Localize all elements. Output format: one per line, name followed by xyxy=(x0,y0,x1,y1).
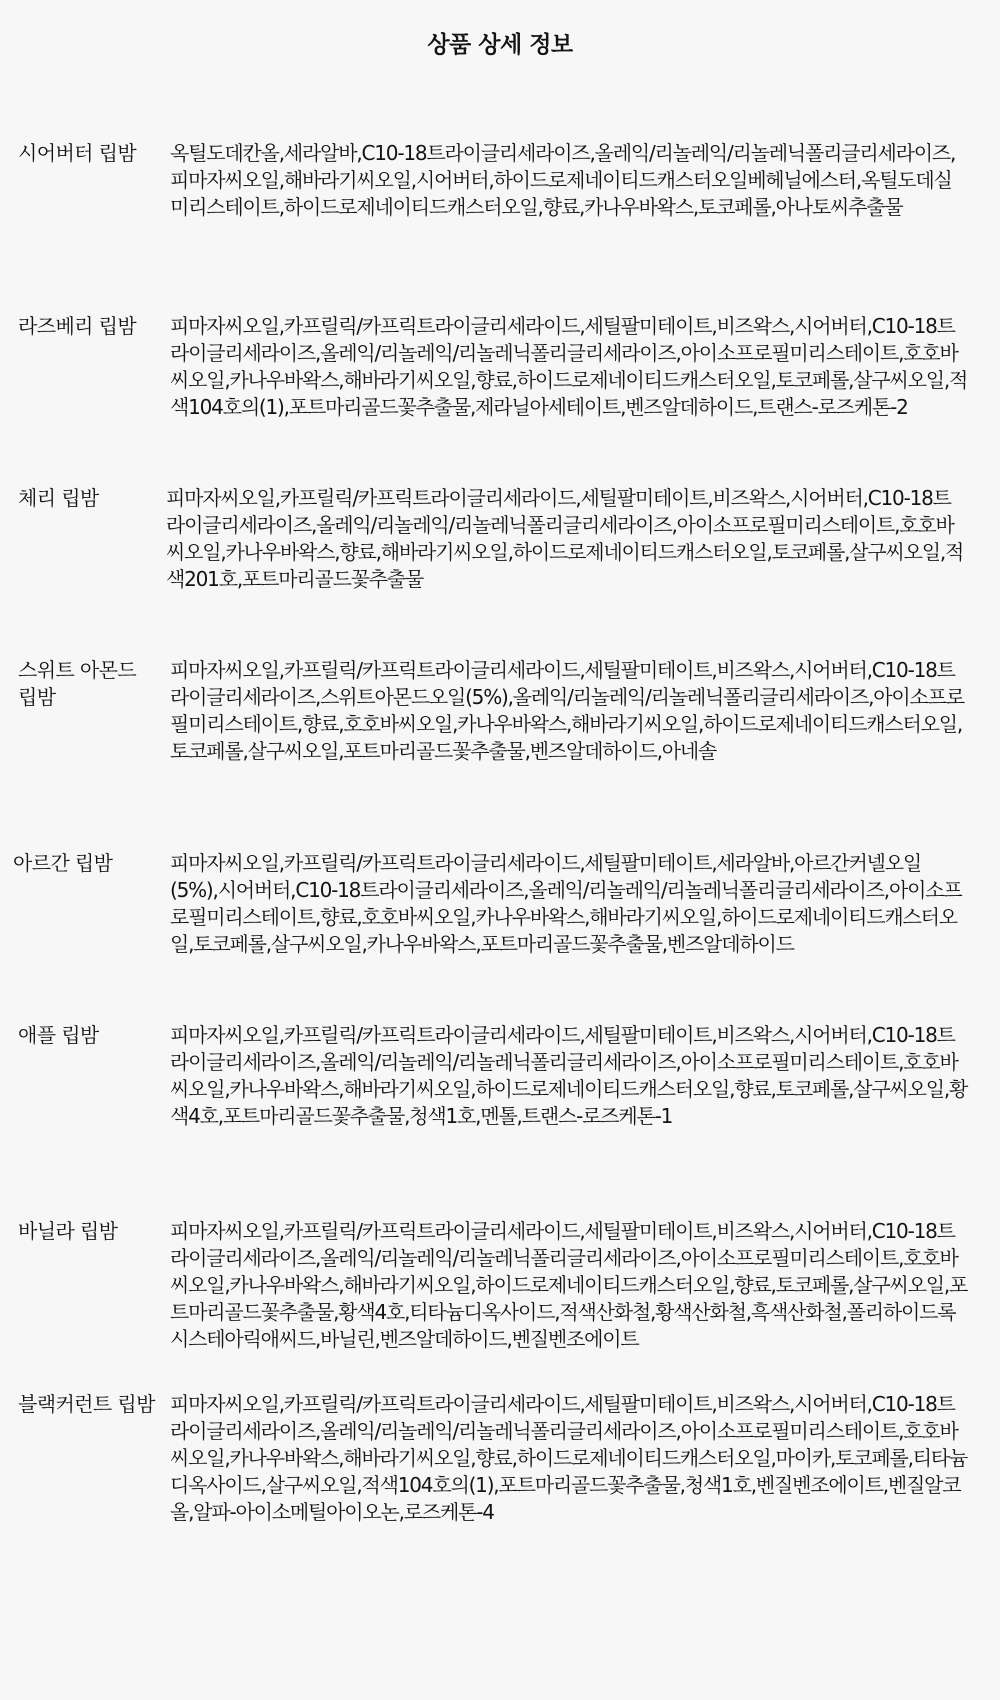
product-name: 라즈베리 립밤 xyxy=(18,314,137,338)
product-name: 아르간 립밤 xyxy=(13,851,113,875)
product-ingredients: 피마자씨오일,카프릴릭/카프릭트라이글리세라이드,세틸팔미테이트,비즈왁스,시어버터,C10-18트라이글리세라이즈,올레익/리놀레익/리놀레닉폴리글리세라이즈,아이소프로필미리스테이트,호호바씨오일,카나우바왁스,해바라기씨오일,향료,하이드로제네이티드캐스터오일,토코페롤,살구씨오일,적색104호의(1),포트마리골드꽃추출물,제라닐아세테이트,벤즈알데하이드,트랜스-로즈케톤-2 xyxy=(170,314,968,419)
product-ingredients: 피마자씨오일,카프릴릭/카프릭트라이글리세라이드,세틸팔미테이트,비즈왁스,시어버터,C10-18트라이글리세라이즈,올레익/리놀레익/리놀레닉폴리글리세라이즈,아이소프로필미리스테이트,호호바씨오일,카나우바왁스,해바라기씨오일,하이드로제네이티드캐스터오일,향료,토코페롤,살구씨오일,포트마리골드꽃추출물,황색4호,티타늄디옥사이드,적색산화철,황색산화철,흑색산화철,폴리하이드록시스테아릭애씨드,바닐린,벤즈알데하이드,벤질벤조에이트 xyxy=(170,1219,968,1351)
product-ingredients: 피마자씨오일,카프릴릭/카프릭트라이글리세라이드,세틸팔미테이트,비즈왁스,시어버터,C10-18트라이글리세라이즈,스위트아몬드오일(5%),올레익/리놀레익/리놀레닉폴리글리세라이즈,아이소프로필미리스테이트,향료,호호바씨오일,카나우바왁스,해바라기씨오일,하이드로제네이티드캐스터오일,토코페롤,살구씨오일,포트마리골드꽃추출물,벤즈알데하이드,아네솔 xyxy=(170,658,964,763)
product-name: 스위트 아몬드 립밤 xyxy=(18,658,137,709)
product-name: 애플 립밤 xyxy=(18,1023,99,1047)
product-name: 시어버터 립밤 xyxy=(18,141,137,165)
product-name: 체리 립밤 xyxy=(18,486,99,510)
product-ingredients: 피마자씨오일,카프릴릭/카프릭트라이글리세라이드,세틸팔미테이트,세라알바,아르간커넬오일(5%),시어버터,C10-18트라이글리세라이즈,올레익/리놀레익/리놀레닉폴리글리세라이즈,아이소프로필미리스테이트,향료,호호바씨오일,카나우바왁스,해바라기씨오일,하이드로제네이티드캐스터오일,토코페롤,살구씨오일,카나우바왁스,포트마리골드꽃추출물,벤즈알데하이드 xyxy=(170,851,962,956)
product-ingredients: 피마자씨오일,카프릴릭/카프릭트라이글리세라이드,세틸팔미테이트,비즈왁스,시어버터,C10-18트라이글리세라이즈,올레익/리놀레익/리놀레닉폴리글리세라이즈,아이소프로필미리스테이트,호호바씨오일,카나우바왁스,해바라기씨오일,향료,하이드로제네이티드캐스터오일,마이카,토코페롤,티타늄디옥사이드,살구씨오일,적색104호의(1),포트마리골드꽃추출물,청색1호,벤질벤조에이트,벤질알코올,알파-아이소메틸아이오논,로즈케톤-4 xyxy=(170,1392,968,1524)
product-ingredients: 피마자씨오일,카프릴릭/카프릭트라이글리세라이드,세틸팔미테이트,비즈왁스,시어버터,C10-18트라이글리세라이즈,올레익/리놀레익/리놀레닉폴리글리세라이즈,아이소프로필미리스테이트,호호바씨오일,카나우바왁스,향료,해바라기씨오일,하이드로제네이티드캐스터오일,토코페롤,살구씨오일,적색201호,포트마리골드꽃추출물 xyxy=(166,486,964,591)
product-name: 블랙커런트 립밤 xyxy=(18,1392,155,1416)
product-ingredients: 옥틸도데칸올,세라알바,C10-18트라이글리세라이즈,올레익/리놀레익/리놀레닉폴리글리세라이즈,피마자씨오일,해바라기씨오일,시어버터,하이드로제네이티드캐스터오일베헤닐에스터,옥틸도데실미리스테이트,하이드로제네이티드캐스터오일,향료,카나우바왁스,토코페롤,아나토씨추출물 xyxy=(170,141,956,219)
page-title: 상품 상세 정보 xyxy=(427,32,573,58)
product-ingredients: 피마자씨오일,카프릴릭/카프릭트라이글리세라이드,세틸팔미테이트,비즈왁스,시어버터,C10-18트라이글리세라이즈,올레익/리놀레익/리놀레닉폴리글리세라이즈,아이소프로필미리스테이트,호호바씨오일,카나우바왁스,해바라기씨오일,하이드로제네이티드캐스터오일,향료,토코페롤,살구씨오일,황색4호,포트마리골드꽃추출물,청색1호,멘톨,트랜스-로즈케톤-1 xyxy=(170,1023,968,1128)
product-name: 바닐라 립밤 xyxy=(18,1219,118,1243)
